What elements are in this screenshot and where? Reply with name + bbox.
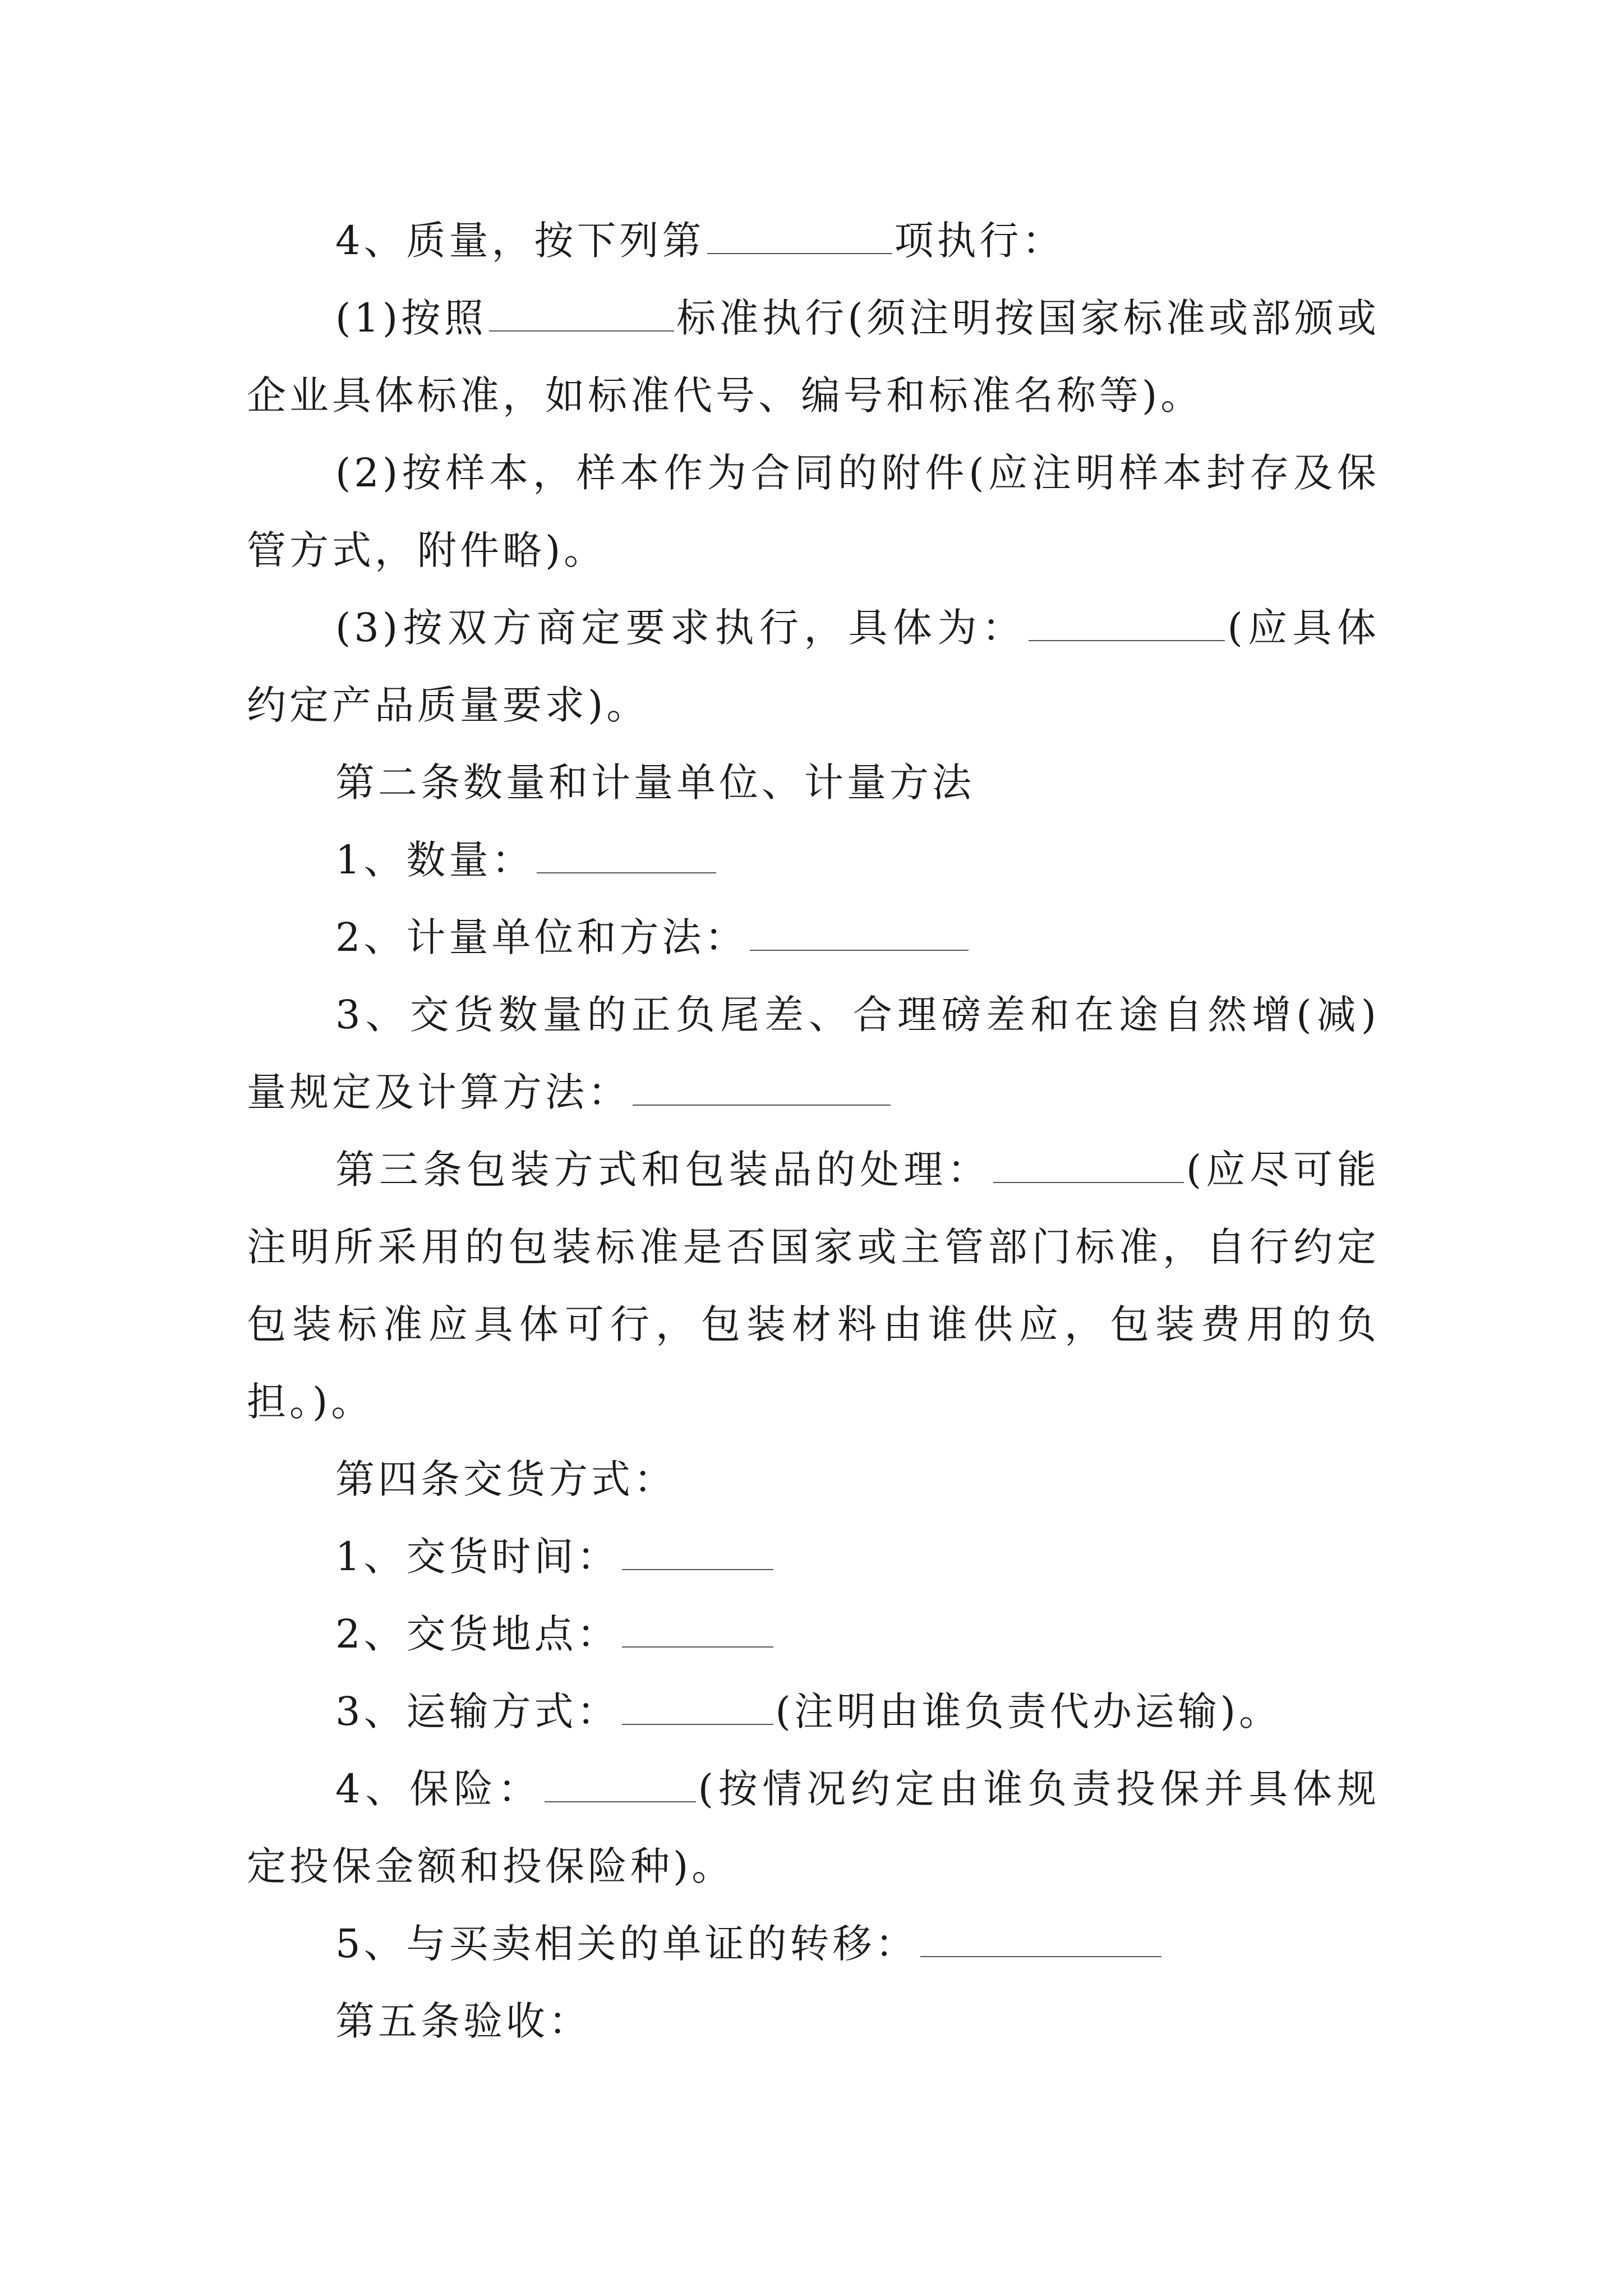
paragraph-text: (1)按照 [335,295,487,341]
paragraph-tolerance [247,976,1380,1131]
section-heading-5 [247,1982,1380,2060]
paragraph-text: 5、与买卖相关的单证的转移： [335,1921,918,1967]
fill-blank [633,1074,891,1106]
paragraph-text: (2)按样本，样本作为合同的附件(应注明样本封存及保管方式，附件略)。 [247,450,1380,573]
paragraph-quality-standard [247,279,1380,434]
fill-blank [993,1152,1184,1183]
section-heading-2 [247,744,1380,821]
fill-blank [489,300,674,332]
paragraph-text: 2、计量单位和方法： [335,914,748,960]
paragraph-text: (注明由谁负责代办运输)。 [775,1688,1282,1734]
paragraph-text: 1、交货时间： [335,1534,620,1580]
paragraph-text: 4、质量，按下列第 [335,218,705,264]
fill-blank [750,919,969,951]
section-heading: 第四条交货方式： [335,1456,676,1502]
fill-blank [622,1616,773,1648]
paragraph-text: (应具体约定产品质量要求)。 [247,605,1380,728]
paragraph-delivery-place [247,1595,1380,1673]
paragraph-text: 2、交货地点： [335,1611,620,1657]
fill-blank [707,223,892,254]
fill-blank [545,1771,696,1802]
paragraph-unit-method [247,899,1380,976]
paragraph-quantity [247,821,1380,899]
paragraph-transport [247,1673,1380,1750]
section-heading: 第二条数量和计量单位、计量方法 [335,760,975,806]
document-body [247,202,1380,2060]
paragraph-text: 项执行： [894,218,1065,264]
paragraph-text: (3)按双方商定要求执行，具体为： [335,605,1027,651]
fill-blank [622,1694,773,1725]
fill-blank [920,1926,1161,1957]
paragraph-text: (按情况约定由谁负责投保并具体规定投保金额和投保险种)。 [247,1766,1380,1889]
paragraph-text: 3、交货数量的正负尾差、合理磅差和在途自然增(减)量规定及计算方法： [247,992,1380,1115]
paragraph-documents [247,1905,1380,1982]
paragraph-text: 第三条包装方式和包装品的处理： [335,1147,991,1193]
paragraph-quality-agreed [247,589,1380,744]
fill-blank [1029,610,1225,641]
paragraph-delivery-time [247,1518,1380,1595]
section-heading-4 [247,1441,1380,1518]
fill-blank [537,842,716,873]
paragraph-text: 3、运输方式： [335,1688,620,1734]
paragraph-text: 4、保险： [335,1766,542,1812]
section-heading: 第五条验收： [335,1998,591,2044]
paragraph-quality-sample [247,434,1380,589]
fill-blank [622,1539,773,1570]
paragraph-text: 1、数量： [335,837,534,883]
paragraph-text: 标准执行(须注明按国家标准或部颁或企业具体标准，如标准代号、编号和标准名称等)。 [247,295,1380,418]
paragraph-insurance [247,1750,1380,1905]
paragraph-text: (应尽可能注明所采用的包装标准是否国家或主管部门标准，自行约定包装标准应具体可行，包装材料由谁供应，包装费用的负担。)。 [247,1147,1380,1425]
paragraph-quality [247,202,1380,279]
section-heading-3 [247,1131,1380,1441]
